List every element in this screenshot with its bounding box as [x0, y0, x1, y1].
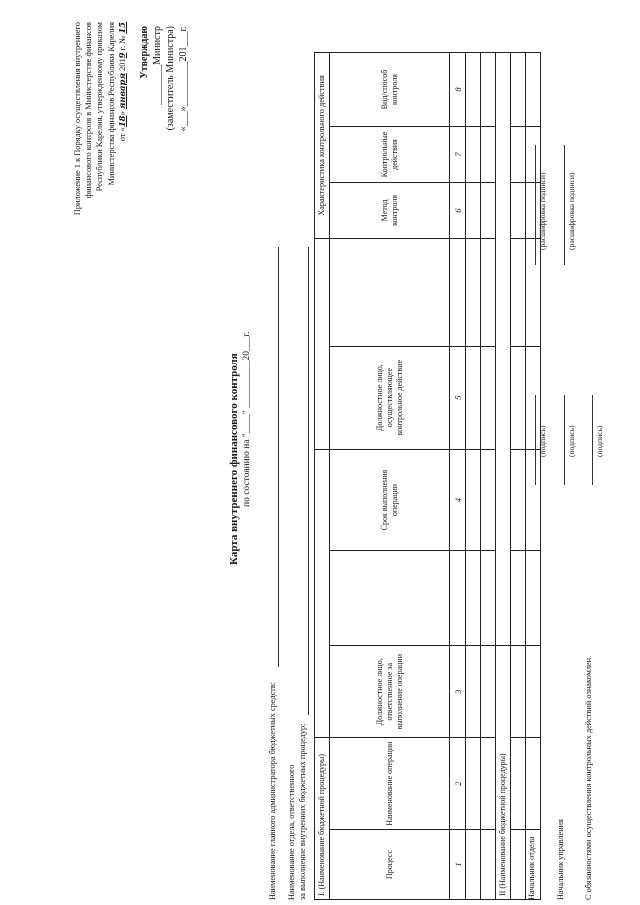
state-date: по состоянию на "____" __________20___г. — [242, 331, 252, 507]
order-reference: от «18» января 2019 г. № 15 — [116, 22, 127, 142]
head-mgmt-sign-line — [564, 395, 565, 485]
appendix-line: Республики Карелия, утвержденному приказом — [95, 22, 105, 192]
approval-title: Утверждаю — [139, 26, 150, 79]
page-title: Карта внутреннего финансового контроля — [228, 353, 240, 565]
appendix-line: финансового контроля в Министерстве финансов — [84, 22, 94, 199]
admin-label: Наименование главного администратора бюджетных средств: — [268, 681, 277, 900]
appendix-line: Приложение 1 к Порядку осуществления внутреннего — [73, 22, 82, 216]
approval-deputy: (заместитель Министра) — [165, 26, 176, 131]
column-number: 3 — [450, 646, 466, 738]
head-dept-label: Начальник отдела — [527, 836, 536, 900]
dept-label-1: Наименование отдела, ответственного — [287, 764, 296, 900]
table-row — [511, 53, 526, 900]
dept-label-2: за выполнение внутренних бюджетных процедур: — [298, 723, 307, 900]
head-dept-sign-line — [535, 395, 536, 485]
column-number: 4 — [450, 449, 466, 551]
column-number: 7 — [450, 127, 466, 183]
column-number: 1 — [450, 830, 466, 900]
column-header: Должностное лицо, ответственное за выполнение операции — [330, 646, 450, 738]
appendix-line: Министерства финансов Республики Карелия — [106, 22, 116, 186]
acquainted-label: С обязанностями осуществления контрольных действий ознакомлен — [584, 657, 593, 900]
order-year-digit: 9 — [116, 52, 127, 59]
decode-caption: (расшифровка подписи) — [538, 172, 547, 250]
head-mgmt-label: Начальник управления — [556, 819, 565, 900]
order-number: 15 — [116, 22, 127, 34]
appendix-note — [72, 22, 128, 215]
table-row — [466, 53, 481, 900]
column-header: Вид/способ контроля — [330, 53, 450, 127]
approval-date: «___»_________201___г. — [178, 26, 189, 132]
column-header: Срок выполнения операции — [330, 449, 450, 551]
column-header: Контрольные действия — [330, 127, 450, 183]
head-mgmt-decode-line — [564, 145, 565, 265]
sign-caption: (подпись) — [567, 425, 576, 457]
column-number: 8 — [450, 53, 466, 127]
column-number: 6 — [450, 182, 466, 238]
sign-caption: (подпись) — [538, 425, 547, 457]
order-month: января — [116, 73, 127, 110]
section-2-title: II (Наименование бюджетной процедуры) — [496, 646, 511, 900]
column-number: 5 — [450, 346, 466, 449]
column-header: Процесс — [330, 830, 450, 900]
column-header: Должностное лицо, осуществляющее контрольное действие — [330, 346, 450, 449]
section-1-title: I. (Наименование бюджетной процедуры) — [315, 738, 330, 900]
control-map-table — [314, 52, 541, 900]
group-header: Характеристика контрольного действия — [315, 53, 330, 239]
approval-minister: ________Министр — [152, 26, 163, 105]
admin-line — [278, 247, 279, 667]
order-day: 18 — [116, 115, 127, 128]
acquainted-sign-line — [592, 395, 593, 485]
decode-caption: (расшифровка подписи) — [567, 172, 576, 250]
sign-caption: (подпись) — [595, 425, 604, 457]
table-row — [481, 53, 496, 900]
head-dept-decode-line — [535, 145, 536, 265]
column-header: Метод контроля — [330, 182, 450, 238]
approval-block — [138, 26, 190, 131]
column-number: 2 — [450, 738, 466, 830]
dept-line — [308, 247, 309, 715]
column-header: Наименование операции — [330, 738, 450, 830]
